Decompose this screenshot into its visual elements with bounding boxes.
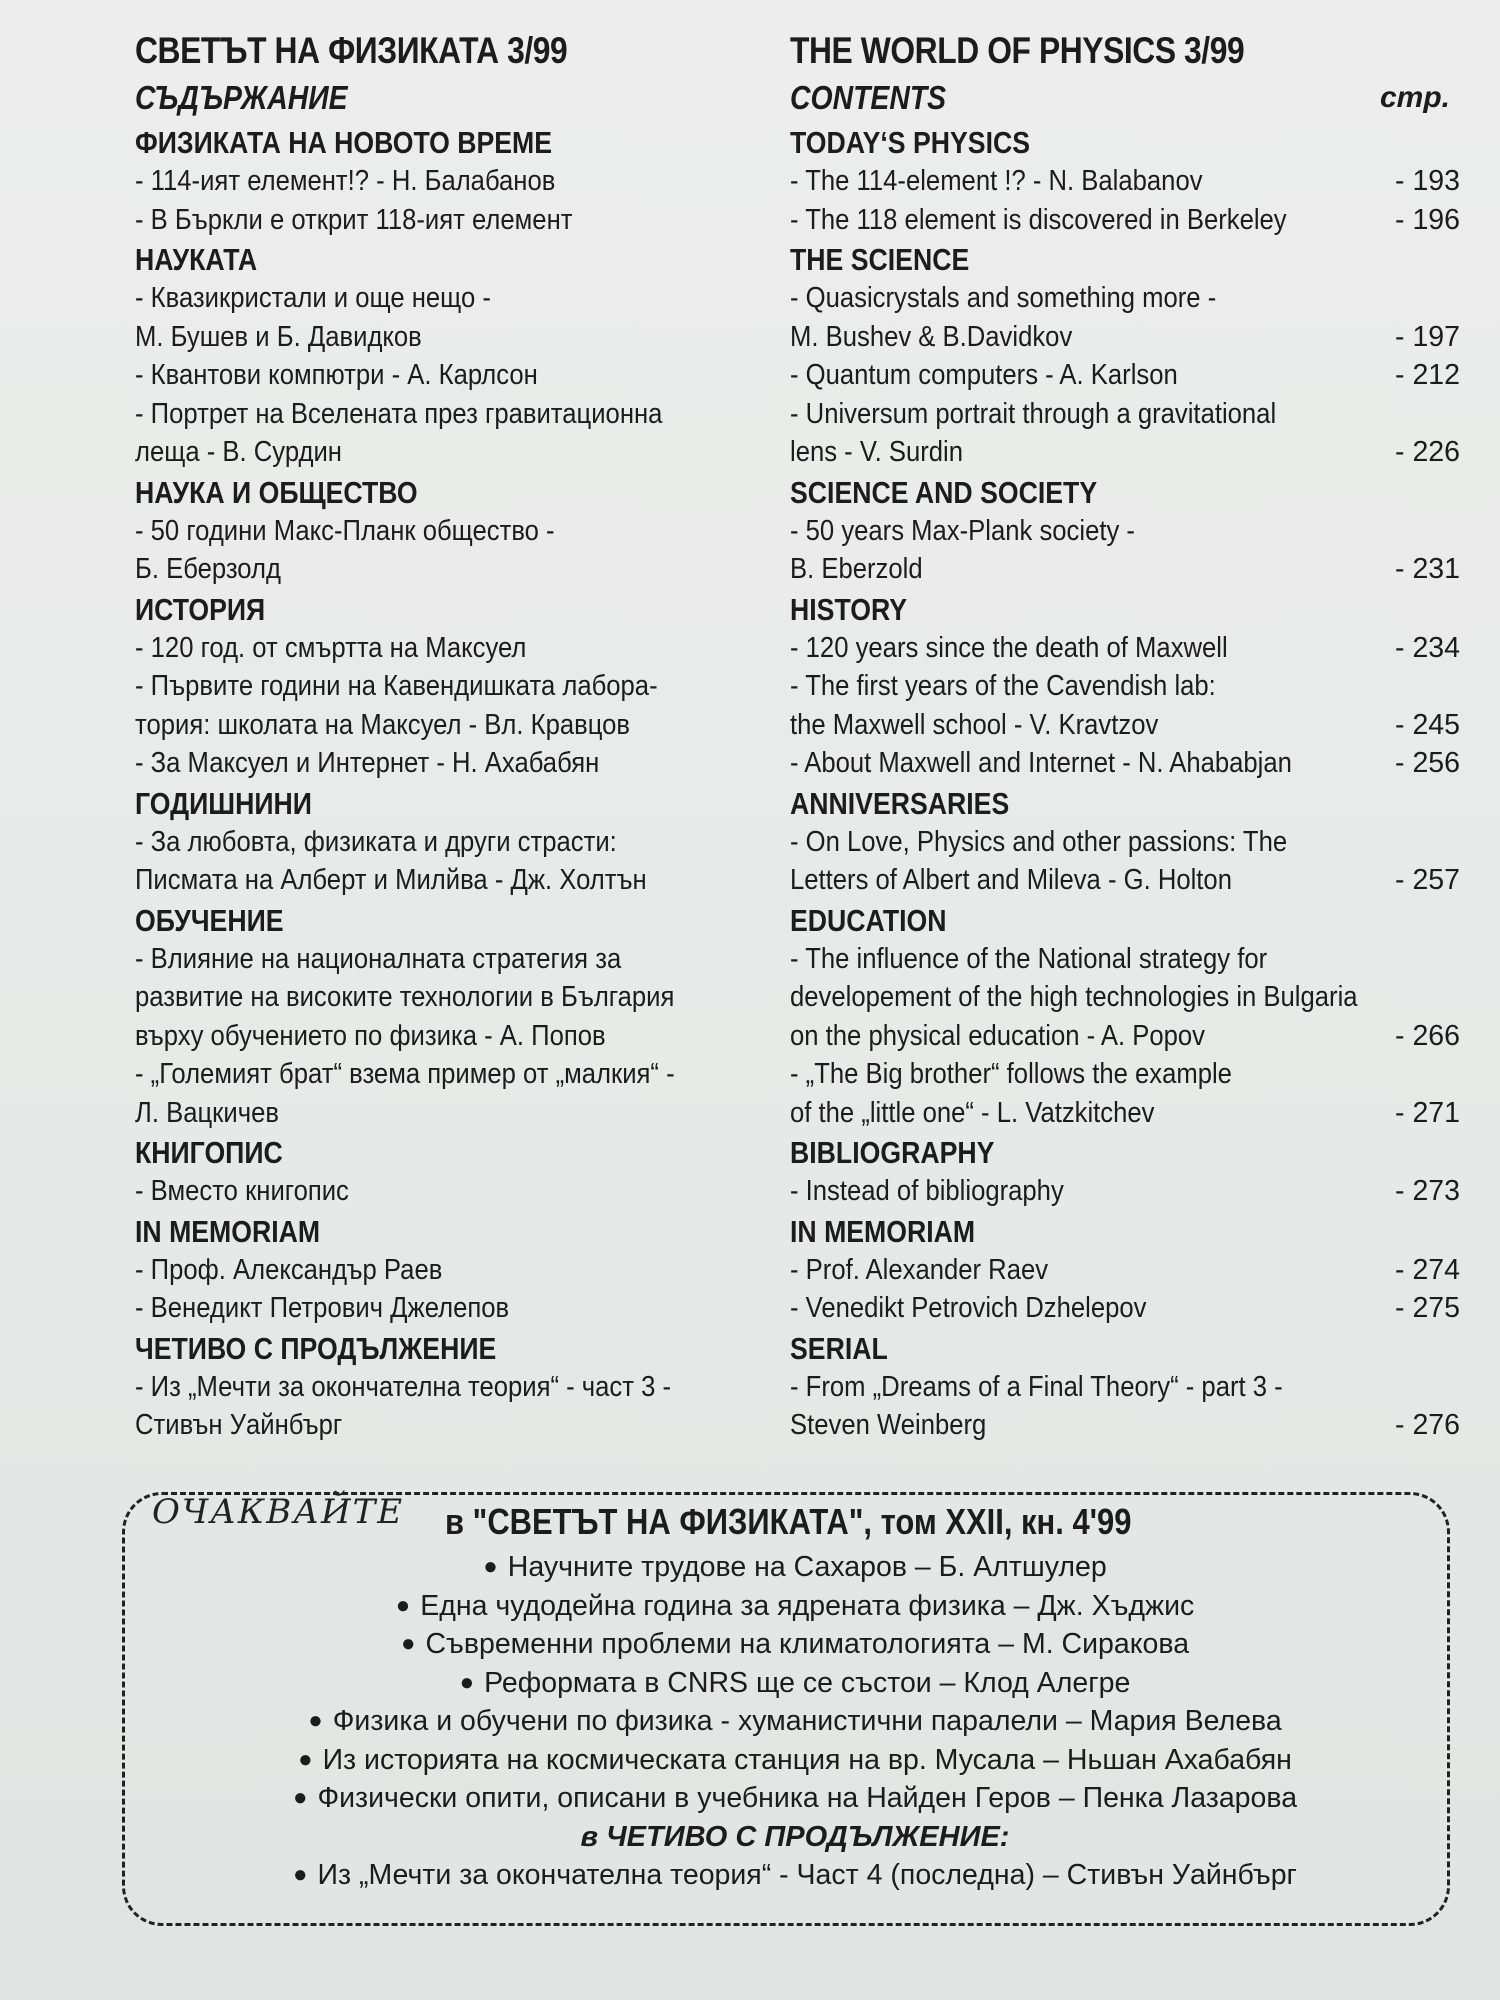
bullet-icon: ● [400,1630,416,1657]
toc-entry-line: - 120 год. от смъртта на Максуел [135,631,527,664]
toc-section [790,241,1460,472]
toc-entry-line: - Из „Мечти за окончателна теория“ - част 3 - [135,1370,672,1403]
page-number: - 256 [1395,747,1460,779]
announcement-item-text: Реформата в CNRS ще се състои – Клод Алегре [484,1666,1131,1699]
page-column-label: стр. [1379,81,1450,114]
toc-entry [790,1368,1460,1445]
toc-entry-line: - The first years of the Cavendish lab: [790,670,1216,702]
toc-entry-line: - За Максуел и Интернет - Н. Ахабабян [135,747,600,779]
bullet-icon: ● [298,1745,313,1773]
toc-entry-line: - Портрет на Вселената през гравитационна [135,397,663,430]
toc-entry-line: - Instead of bibliography [790,1175,1064,1207]
toc-entry-line: Letters of Albert and Mileva - G. Holton [790,864,1232,896]
page-number: - 273 [1395,1175,1460,1207]
toc-entry-line: developement of the high technologies in Bulgaria [790,981,1358,1013]
toc-entry-line: - The 118 element is discovered in Berkeley [790,203,1287,236]
announcement-title: в "СВЕТЪТ НА ФИЗИКАТА", том XXII, кн. 4'99 [445,1501,1132,1542]
toc-entry-line: - Проф. Александър Раев [135,1253,443,1286]
section-title: EDUCATION [790,902,947,938]
toc-entry-line: lens - V. Surdin [790,436,964,468]
announcement-item [160,1625,1430,1664]
announcement-item [160,1741,1430,1780]
serial-label: ЧЕТИВО С ПРОДЪЛЖЕНИЕ [606,1820,1000,1853]
toc-section [790,474,1460,589]
announcement-logo: ОЧАКВАЙТЕ [152,1492,405,1532]
toc-entry [790,512,1460,589]
english-contents-label: CONTENTS [790,79,947,116]
announcement-items [160,1548,1430,1818]
bullet-icon: ● [308,1707,323,1734]
page-number: - 266 [1395,1019,1460,1052]
bullet-icon: ● [293,1860,308,1888]
toc-section [135,902,755,1133]
toc-section [135,124,755,239]
toc-entry-line: - 114-ият елемент!? - Н. Балабанов [135,165,556,197]
toc-entry [790,667,1460,744]
toc-entry-line: - Квантови компютри - А. Карлсон [135,359,538,391]
section-title: ОБУЧЕНИЕ [135,902,284,938]
english-contents-header [790,74,1460,122]
toc-entry-line: the Maxwell school - V. Kravtzov [790,708,1159,741]
toc-section [135,785,755,900]
section-title: TODAY‘S PHYSICS [790,125,1031,160]
announcement-item [160,1587,1430,1626]
toc-entry [790,1251,1460,1290]
bulgarian-section-list [135,124,755,1445]
section-title: ИСТОРИЯ [135,591,266,627]
toc-entry-line: Писмата на Алберт и Милйва - Дж. Холтън [135,864,647,896]
serial-prefix: в [580,1820,599,1853]
section-title: ANNIVERSARIES [790,785,1010,821]
announcement-item-text: Из историята на космическата станция на вр. Мусала – Ньшан Ахабабян [322,1743,1292,1776]
announcement-item-text: Съвременни проблеми на климатологията – М. Сиракова [425,1628,1190,1660]
bullet-icon: ● [395,1591,411,1619]
toc-entry-line: - 50 години Макс-Планк общество - [135,514,555,547]
toc-entry-line: of the „little one“ - L. Vatzkitchev [790,1096,1155,1129]
serial-suffix: : [999,1820,1010,1853]
toc-entry [790,1289,1460,1328]
announcement-item [160,1548,1430,1587]
toc-entry [790,395,1460,472]
toc-entry-line: - On Love, Physics and other passions: The [790,825,1288,858]
announcement-item-text: Научните трудове на Сахаров – Б. Алтшулер [507,1551,1107,1583]
announcement-serial-heading [160,1818,1430,1856]
section-title: SERIAL [790,1330,888,1366]
toc-entry [790,201,1460,240]
toc-entry-line: B. Eberzold [790,553,923,585]
page-number: - 231 [1395,553,1460,585]
bulgarian-contents-label: СЪДЪРЖАНИЕ [135,79,348,116]
toc-entry-line: - 120 years since the death of Maxwell [790,631,1228,664]
english-masthead: THE WORLD OF PHYSICS 3/99 [790,30,1245,71]
toc-section [790,1134,1460,1211]
toc-entry [790,629,1460,668]
toc-entry-line: Б. Еберзолд [135,553,281,585]
toc-entry [790,279,1460,356]
toc-entry-line: - Първите години на Кавендишката лабора- [135,670,658,702]
toc-section [135,1330,755,1445]
page-number: - 234 [1395,631,1460,664]
announcement-item-text: Физика и обучени по физика - хуманистични паралели – Мария Велева [332,1705,1282,1737]
page-number: - 257 [1395,864,1460,896]
page-number: - 226 [1395,436,1460,468]
toc-entry-line: - Вместо книгопис [135,1175,349,1207]
toc-section [135,241,755,472]
toc-entry-line: - The 114-element !? - N. Balabanov [790,165,1203,197]
toc-entry-line: леща - В. Сурдин [135,436,342,468]
bullet-icon: ● [459,1668,475,1696]
bullet-icon: ● [483,1553,498,1580]
toc-entry-line: - Prof. Alexander Raev [790,1253,1049,1286]
toc-section [790,591,1460,783]
announcement-list [160,1548,1430,1894]
toc-entry [790,1055,1460,1132]
toc-entry-line: - Влияние на националната стратегия за [135,942,622,975]
toc-entry-line: развитие на високите технологии в България [135,981,675,1013]
announcement-item [160,1779,1430,1818]
toc-section [790,124,1460,239]
toc-entry-line: върху обучението по физика - А. Попов [135,1019,606,1052]
section-title: BIBLIOGRAPHY [790,1135,995,1170]
section-title: ЧЕТИВО С ПРОДЪЛЖЕНИЕ [135,1330,497,1366]
section-title: HISTORY [790,591,908,627]
toc-section [790,902,1460,1133]
toc-entry [790,356,1460,395]
english-contents-column [790,28,1460,1445]
toc-entry [790,823,1460,900]
toc-entry-line: - За любовта, физиката и други страсти: [135,825,617,858]
section-title: ГОДИШНИНИ [135,785,312,821]
toc-entry-line: - 50 years Max-Plank society - [790,514,1135,547]
section-title: THE SCIENCE [790,242,970,277]
toc-section [790,1213,1460,1328]
section-title: IN MEMORIAM [790,1213,976,1249]
announcement-item-text: Физически опити, описани в учебника на Найден Геров – Пенка Лазарова [317,1782,1298,1814]
english-section-list [790,124,1460,1445]
section-title: НАУКА И ОБЩЕСТВО [135,474,418,510]
toc-section [135,1213,755,1328]
toc-entry-line: М. Бушев и Б. Давидков [135,320,422,353]
toc-entry-line: - Universum portrait through a gravitational [790,397,1277,430]
toc-entry-line: Steven Weinberg [790,1409,987,1441]
toc-entry-line: - The influence of the National strategy for [790,942,1268,975]
announcement-serial-text: Из „Мечти за окончателна теория“ - Част 4 (последна) – Стивън Уайнбърг [317,1858,1297,1891]
section-title: SCIENCE AND SOCIETY [790,474,1098,510]
toc-entry-line: - Квазикристали и още нещо - [135,282,491,314]
toc-entry-line: - From „Dreams of a Final Theory“ - part 3 - [790,1370,1283,1403]
toc-entry-line: - Venedikt Petrovich Dzhelepov [790,1292,1147,1324]
page-number: - 196 [1395,203,1460,236]
bulgarian-contents-column [135,28,755,1445]
toc-entry-line: тория: школата на Максуел - Вл. Кравцов [135,708,631,741]
toc-section [790,785,1460,900]
toc-entry [790,940,1460,1056]
toc-entry-line: - Quasicrystals and something more - [790,282,1217,314]
toc-entry-line: - Quantum computers - A. Karlson [790,359,1178,391]
page-number: - 275 [1395,1292,1460,1324]
toc-entry [790,1172,1460,1211]
toc-entry-line: Стивън Уайнбърг [135,1409,343,1441]
section-title: ФИЗИКАТА НА НОВОТО ВРЕМЕ [135,125,553,160]
bullet-icon: ● [292,1784,308,1811]
toc-section [135,474,755,589]
announcement-item [160,1664,1430,1703]
bulgarian-masthead: СВЕТЪТ НА ФИЗИКАТА 3/99 [135,30,568,71]
section-title: КНИГОПИС [135,1135,283,1170]
announcement-item [160,1702,1430,1741]
toc-section [135,1134,755,1211]
announcement-item-text: Една чудодейна година за ядрената физика – Дж. Хъджис [420,1589,1195,1622]
toc-entry [790,162,1460,201]
announcement-serial-item [160,1856,1430,1895]
page-number: - 212 [1395,359,1460,391]
toc-entry [790,744,1460,783]
bulgarian-contents-header [135,74,755,122]
toc-entry-line: Л. Вацкичев [135,1096,279,1129]
page-number: - 276 [1395,1409,1460,1441]
toc-entry-line: - В Бъркли е открит 118-ият елемент [135,203,573,236]
page-number: - 271 [1395,1096,1460,1129]
toc-entry-line: on the physical education - A. Popov [790,1019,1205,1052]
page-number: - 197 [1395,320,1460,353]
page-number: - 245 [1395,708,1460,741]
toc-entry-line: M. Bushev & B.Davidkov [790,320,1073,353]
toc-entry-line: - „Големият брат“ взема пример от „малкия“ - [135,1058,675,1090]
section-title: IN MEMORIAM [135,1213,321,1249]
toc-entry-line: - About Maxwell and Internet - N. Ahababjan [790,747,1292,779]
page-number: - 274 [1395,1253,1460,1286]
toc-section [790,1330,1460,1445]
page-number: - 193 [1395,165,1460,197]
toc-entry-line: - Венедикт Петрович Джелепов [135,1292,510,1324]
toc-section [135,591,755,783]
toc-entry-line: - „The Big brother“ follows the example [790,1058,1232,1090]
section-title: НАУКАТА [135,242,258,277]
